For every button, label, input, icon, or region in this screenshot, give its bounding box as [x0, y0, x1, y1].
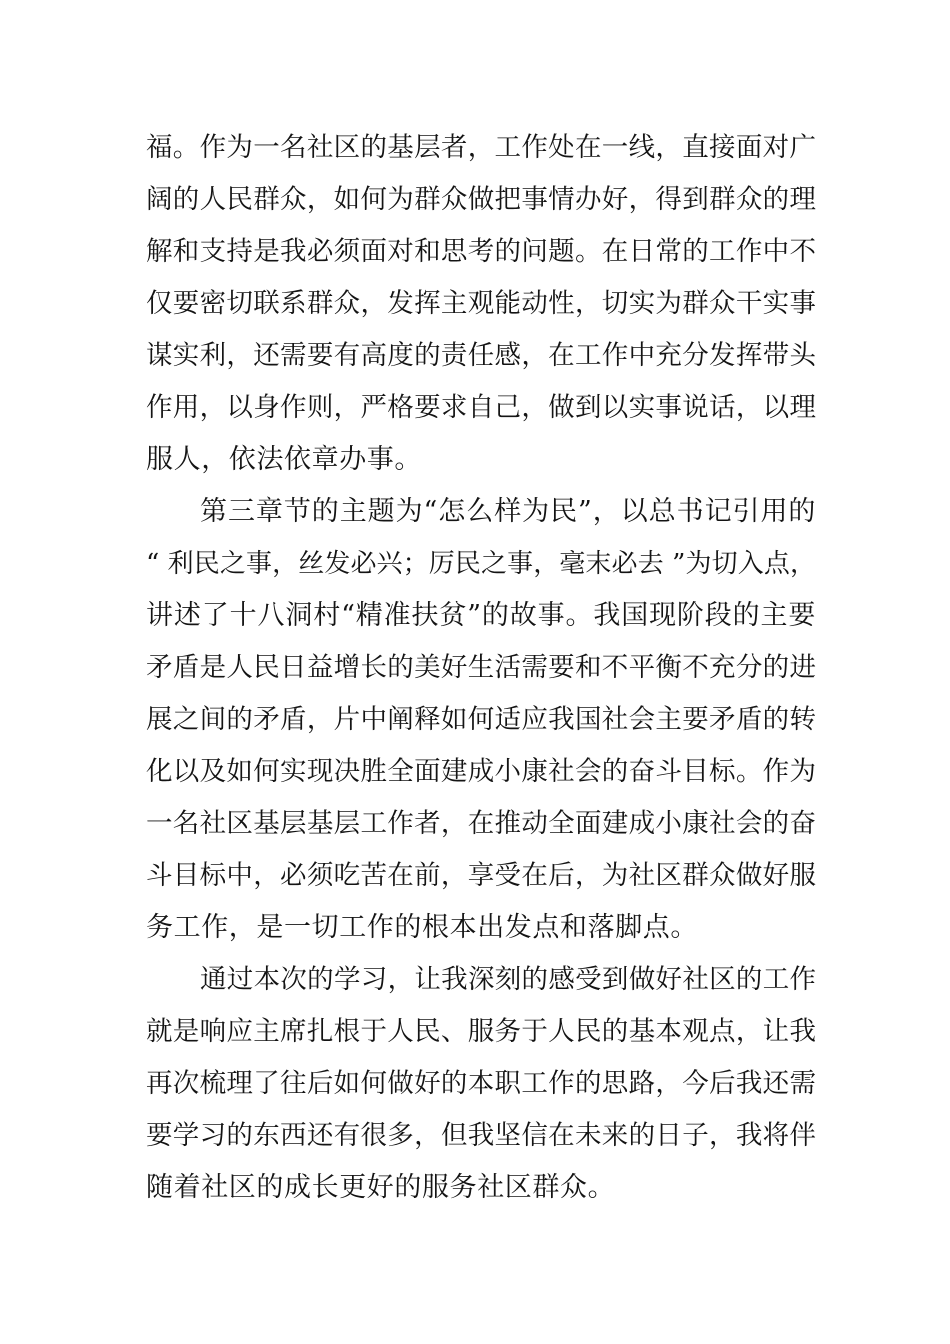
paragraph-2-line-7: 一名社区基层基层工作者，在推动全面建成小康社会的奋 [146, 808, 816, 839]
paragraph-1-line-5: 谋实利，还需要有高度的责任感，在工作中充分发挥带头 [146, 340, 816, 371]
paragraph-2-line-6: 化以及如何实现决胜全面建成小康社会的奋斗目标。作为 [146, 756, 816, 787]
paragraph-3-line-4: 要学习的东西还有很多，但我坚信在未来的日子，我将伴 [146, 1120, 816, 1151]
paragraph-3-line-5: 随着社区的成长更好的服务社区群众。 [146, 1172, 616, 1203]
paragraph-1-line-3: 解和支持是我必须面对和思考的问题。在日常的工作中不 [146, 236, 816, 267]
paragraph-1-line-6: 作用，以身作则，严格要求自己，做到以实事说话，以理 [146, 392, 816, 423]
paragraph-2-line-4: 矛盾是人民日益增长的美好生活需要和不平衡不充分的进 [146, 652, 816, 683]
paragraph-2-line-3: 讲述了十八洞村“精准扶贫”的故事。我国现阶段的主要 [146, 600, 816, 631]
paragraph-1-line-2: 阔的人民群众，如何为群众做把事情办好，得到群众的理 [146, 184, 816, 215]
paragraph-2-line-9: 务工作，是一切工作的根本出发点和落脚点。 [146, 912, 698, 943]
paragraph-2-line-2: “ 利民之事，丝发必兴；厉民之事，毫末必去 ”为切入点， [146, 549, 816, 579]
paragraph-1-line-4: 仅要密切联系群众，发挥主观能动性，切实为群众干实事 [146, 288, 816, 319]
paragraph-2-line-5: 展之间的矛盾，片中阐释如何适应我国社会主要矛盾的转 [146, 704, 816, 735]
paragraph-2-line-1: 第三章节的主题为“怎么样为民”，以总书记引用的 [200, 496, 816, 527]
paragraph-2-line-8: 斗目标中，必须吃苦在前，享受在后，为社区群众做好服 [146, 860, 816, 891]
paragraph-3-line-2: 就是响应主席扎根于人民、服务于人民的基本观点，让我 [146, 1016, 816, 1047]
paragraph-3-line-1: 通过本次的学习，让我深刻的感受到做好社区的工作 [200, 964, 816, 995]
paragraph-1-line-7: 服人，依法依章办事。 [146, 444, 422, 475]
paragraph-1-line-1: 福。作为一名社区的基层者，工作处在一线，直接面对广 [146, 132, 816, 163]
paragraph-3-line-3: 再次梳理了往后如何做好的本职工作的思路，今后我还需 [146, 1068, 816, 1099]
